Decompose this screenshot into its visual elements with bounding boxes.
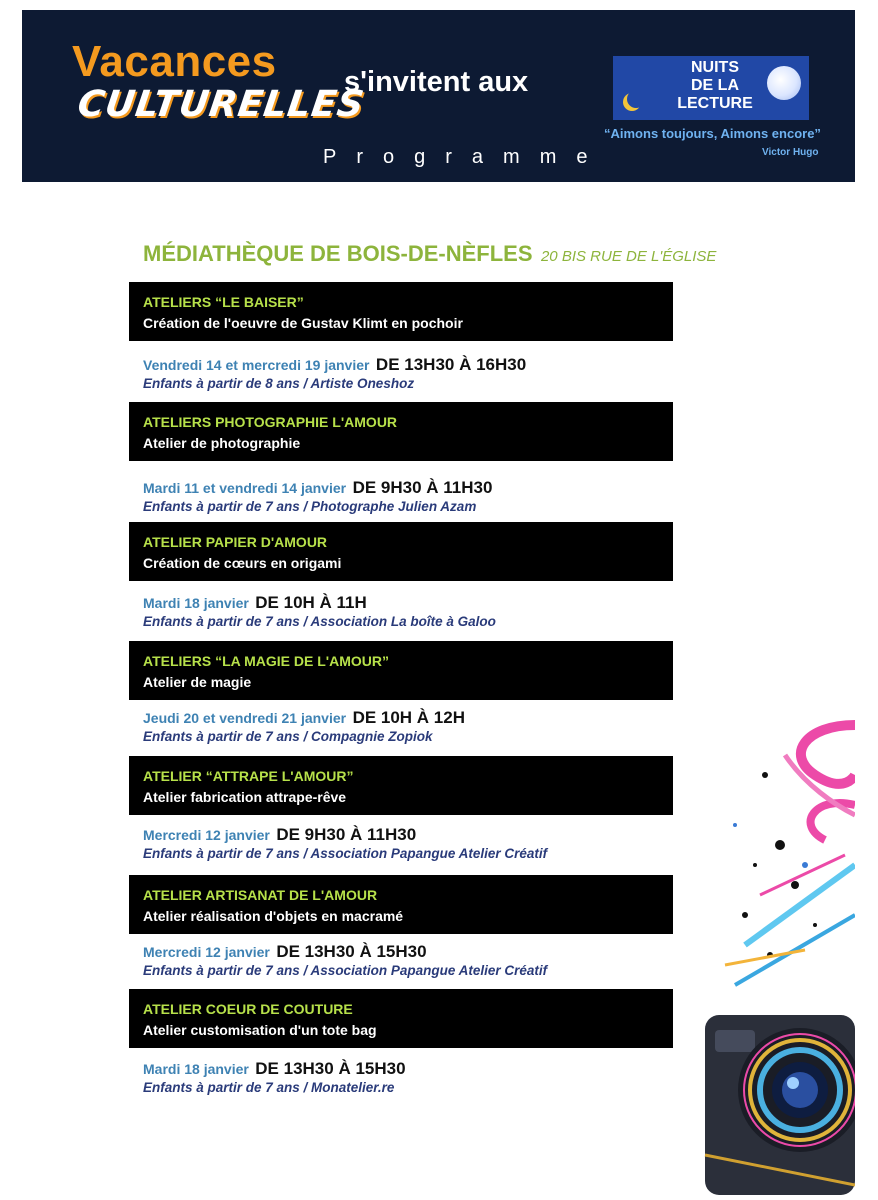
nuits-de-la-lecture-logo bbox=[613, 56, 809, 120]
header-banner bbox=[22, 10, 855, 182]
event-subtitle: Atelier customisation d'un tote bag bbox=[143, 1022, 377, 1038]
event-subtitle: Création de l'oeuvre de Gustav Klimt en pochoir bbox=[143, 315, 463, 331]
event-dates: Vendredi 14 et mercredi 19 janvier bbox=[143, 357, 370, 373]
venue-name: MÉDIATHÈQUE DE BOIS-DE-NÈFLES bbox=[143, 241, 533, 266]
event-title-block bbox=[129, 641, 673, 700]
event-title-block bbox=[129, 282, 673, 341]
event-schedule bbox=[143, 478, 492, 514]
event-subtitle: Atelier fabrication attrape-rêve bbox=[143, 789, 347, 805]
quote-text: “Aimons toujours, Aimons encore” bbox=[604, 126, 821, 141]
nuits-logo-line3: LECTURE bbox=[677, 95, 753, 112]
event-title: ATELIERS “LE BAISER” bbox=[143, 294, 304, 310]
event-title-block bbox=[129, 989, 673, 1048]
event-audience: Enfants à partir de 7 ans / Photographe Julien Azam bbox=[143, 499, 477, 514]
event-hours: DE 10H À 11H bbox=[255, 593, 367, 612]
event-hours: DE 13H30 À 16H30 bbox=[375, 355, 527, 374]
event-dates: Mardi 11 et vendredi 14 janvier bbox=[143, 480, 347, 496]
event-schedule bbox=[143, 708, 465, 744]
event-schedule bbox=[143, 942, 547, 978]
event-schedule bbox=[143, 1059, 406, 1095]
event-title: ATELIER COEUR DE COUTURE bbox=[143, 1001, 353, 1017]
event-subtitle: Atelier réalisation d'objets en macramé bbox=[143, 908, 404, 924]
event-title-block bbox=[129, 402, 673, 461]
event-audience: Enfants à partir de 8 ans / Artiste Oneshoz bbox=[143, 376, 415, 391]
event-hours: DE 13H30 À 15H30 bbox=[276, 942, 427, 961]
event-title-block bbox=[129, 756, 673, 815]
event-audience: Enfants à partir de 7 ans / Association La boîte à Galoo bbox=[143, 614, 496, 629]
event-audience: Enfants à partir de 7 ans / Compagnie Zopiok bbox=[143, 729, 433, 744]
event-audience: Enfants à partir de 7 ans / Association Papangue Atelier Créatif bbox=[143, 846, 548, 861]
event-hours: DE 13H30 À 15H30 bbox=[255, 1059, 406, 1078]
event-title: ATELIERS PHOTOGRAPHIE L'AMOUR bbox=[143, 414, 398, 430]
programme-label: Programme bbox=[323, 146, 608, 168]
event-schedule bbox=[143, 825, 547, 861]
crescent-moon-icon bbox=[627, 90, 645, 108]
event-dates: Mercredi 12 janvier bbox=[143, 827, 270, 843]
logo-culturelles-text: CULTURELLES bbox=[75, 84, 368, 125]
nuits-logo-line2: DE LA bbox=[691, 77, 739, 94]
event-title-block bbox=[129, 875, 673, 934]
invite-text: s'invitent aux bbox=[344, 66, 529, 98]
event-subtitle: Création de cœurs en origami bbox=[143, 555, 342, 571]
camera-illustration bbox=[685, 715, 855, 1195]
logo-vacances-text: Vacances bbox=[72, 37, 277, 86]
event-schedule bbox=[143, 593, 496, 629]
vacances-culturelles-logo bbox=[72, 36, 368, 146]
nuits-logo-line1: NUITS bbox=[691, 59, 739, 76]
event-dates: Mardi 18 janvier bbox=[143, 1061, 249, 1077]
event-subtitle: Atelier de photographie bbox=[143, 435, 301, 451]
event-title: ATELIER PAPIER D'AMOUR bbox=[143, 534, 328, 550]
event-audience: Enfants à partir de 7 ans / Association Papangue Atelier Créatif bbox=[143, 963, 548, 978]
full-moon-icon bbox=[767, 66, 801, 100]
event-subtitle: Atelier de magie bbox=[143, 674, 252, 690]
event-title-block bbox=[129, 522, 673, 581]
venue-heading bbox=[143, 241, 716, 267]
nuits-logo-text bbox=[665, 59, 765, 113]
event-hours: DE 9H30 À 11H30 bbox=[276, 825, 417, 844]
event-dates: Mercredi 12 janvier bbox=[143, 944, 270, 960]
event-title: ATELIER ARTISANAT DE L'AMOUR bbox=[143, 887, 378, 903]
event-dates: Jeudi 20 et vendredi 21 janvier bbox=[143, 710, 347, 726]
event-hours: DE 10H À 12H bbox=[352, 708, 465, 727]
quote-author: Victor Hugo bbox=[762, 147, 819, 158]
event-hours: DE 9H30 À 11H30 bbox=[352, 478, 493, 497]
event-audience: Enfants à partir de 7 ans / Monatelier.re bbox=[143, 1080, 395, 1095]
event-schedule bbox=[143, 355, 526, 391]
event-title: ATELIER “ATTRAPE L'AMOUR” bbox=[143, 768, 354, 784]
event-title: ATELIERS “LA MAGIE DE L'AMOUR” bbox=[143, 653, 389, 669]
event-dates: Mardi 18 janvier bbox=[143, 595, 249, 611]
venue-address: 20 BIS RUE DE L'ÉGLISE bbox=[540, 248, 717, 265]
